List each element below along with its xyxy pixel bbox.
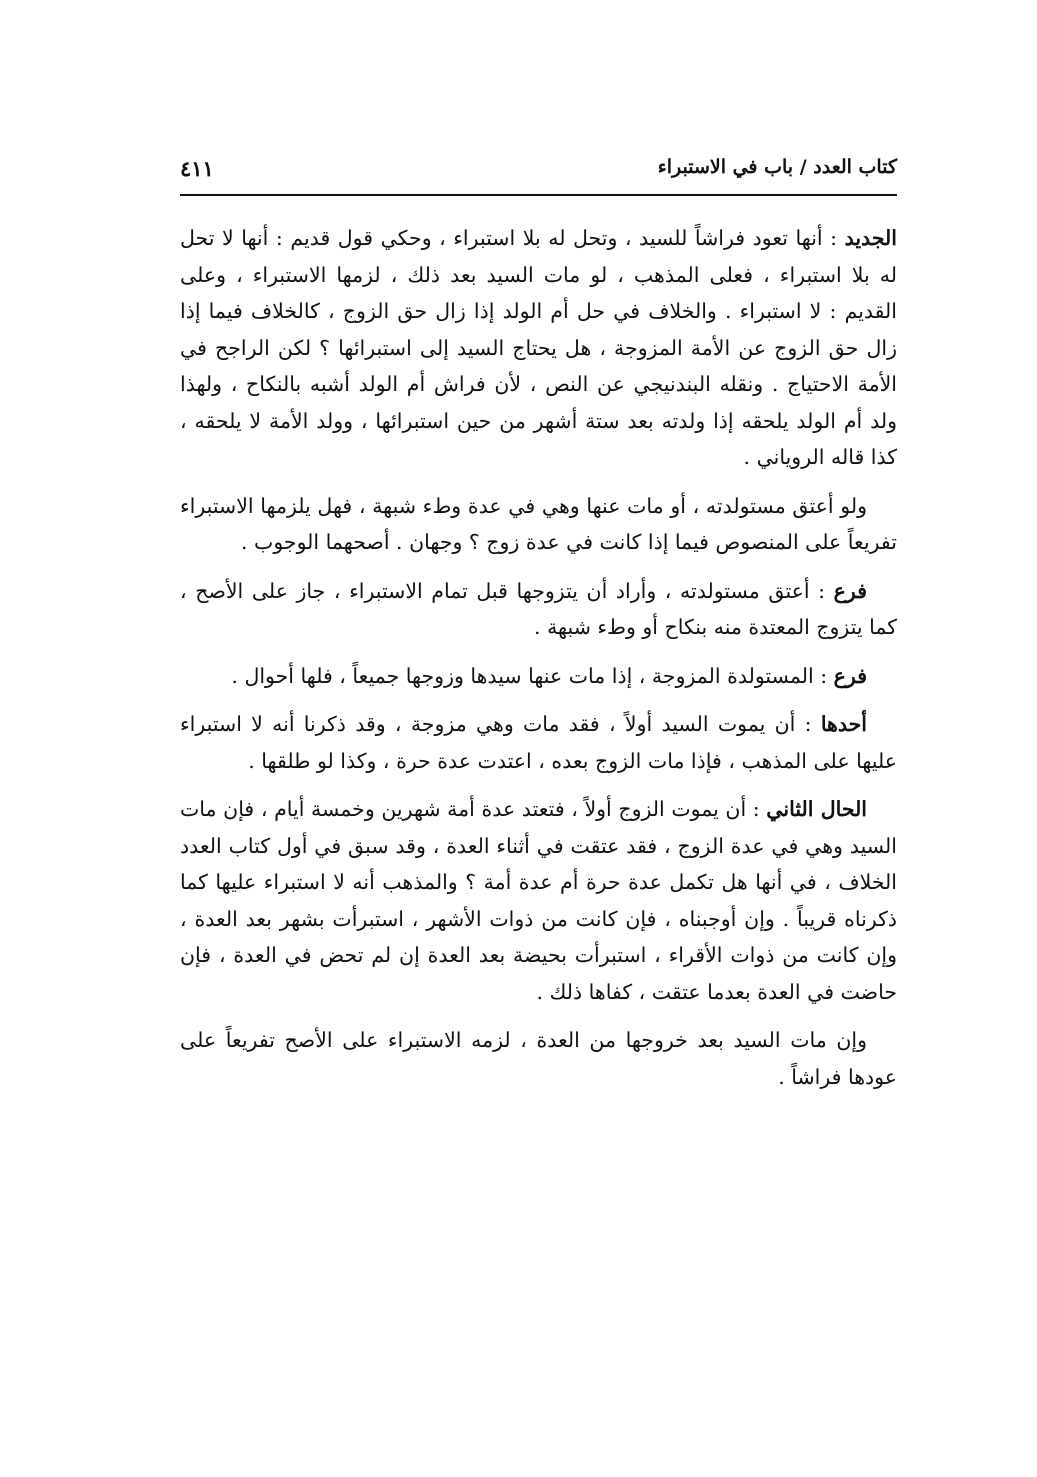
paragraph-lead: الجديد [844, 226, 897, 250]
paragraph-text: : أن يموت السيد أولاً ، فقد مات وهي مزوجة ، وقد ذكرنا أنه لا استبراء عليها على المذهب ، فإذا مات الزوج بعده ، اعتدت عدة حرة ، وكذا لو طلقها . [180, 712, 897, 773]
paragraph-lead: فرع [833, 663, 867, 688]
paragraph [180, 1022, 897, 1095]
paragraph-text: : أعتق مستولدته ، وأراد أن يتزوجها قبل تمام الاستبراء ، جاز على الأصح ، كما يتزوج المعتدة منه بنكاح أو وطء شبهة . [180, 578, 897, 639]
body-text [180, 220, 897, 1107]
paragraph [180, 573, 897, 646]
paragraph-lead: فرع [833, 578, 867, 603]
paragraph-lead: الحال الثاني [766, 797, 868, 821]
page-number: ٤١١ [180, 156, 214, 181]
paragraph [180, 791, 897, 1010]
header-rule [180, 194, 897, 196]
paragraph-text: : أنها تعود فراشاً للسيد ، وتحل له بلا استبراء ، وحكي قول قديم : أنها لا تحل له بلا استبراء ، فعلى المذهب ، لو مات السيد بعد ذلك ، لزمها الاستبراء ، وعلى القديم : لا استبراء . والخلاف في حل أم الولد إذا زال حق الزوج ، كالخلاف فيما إذا زال حق الزوج عن الأمة المزوجة ، هل يحتاج السيد إلى استبرائها ؟ لكن الراجح في الأمة الاحتياج . ونقله البندنيجي عن النص ، لأن فراش أم الولد أشبه بالنكاح ، ولهذا ولد أم الولد يلحقه إذا ولدته بعد ستة أشهر من حين استبرائها ، وولد الأمة لا يلحقه ، كذا قاله الروياني . [180, 226, 897, 469]
header-title: كتاب العدد / باب في الاستبراء [657, 156, 897, 178]
paragraph [180, 706, 897, 779]
paragraph [180, 488, 897, 561]
paragraph [180, 220, 897, 476]
paragraph-text: : أن يموت الزوج أولاً ، فتعتد عدة أمة شهرين وخمسة أيام ، فإن مات السيد وهي في عدة الزوج ، فقد عتقت في أثناء العدة ، وقد سبق في أول كتاب العدد الخلاف ، في أنها هل تكمل عدة حرة أم عدة أمة ؟ والمذهب أنه لا استبراء عليها كما ذكرناه قريباً . وإن أوجبناه ، فإن كانت من ذوات الأشهر ، استبرأت بشهر بعد العدة ، وإن كانت من ذوات الأقراء ، استبرأت بحيضة بعد العدة إن لم تحض في العدة ، فإن حاضت في العدة بعدما عتقت ، كفاها ذلك . [180, 797, 897, 1004]
paragraph-text: ولو أعتق مستولدته ، أو مات عنها وهي في عدة وطء شبهة ، فهل يلزمها الاستبراء تفريعاً على المنصوص فيما إذا كانت في عدة زوج ؟ وجهان . أصحهما الوجوب . [180, 493, 897, 554]
paragraph [180, 658, 897, 695]
paragraph-text: وإن مات السيد بعد خروجها من العدة ، لزمه الاستبراء على الأصح تفريعاً على عودها فراشاً . [180, 1028, 897, 1089]
paragraph-text: : المستولدة المزوجة ، إذا مات عنها سيدها وزوجها جميعاً ، فلها أحوال . [231, 663, 834, 688]
paragraph-lead: أحدها [820, 712, 867, 736]
running-header [180, 150, 897, 190]
